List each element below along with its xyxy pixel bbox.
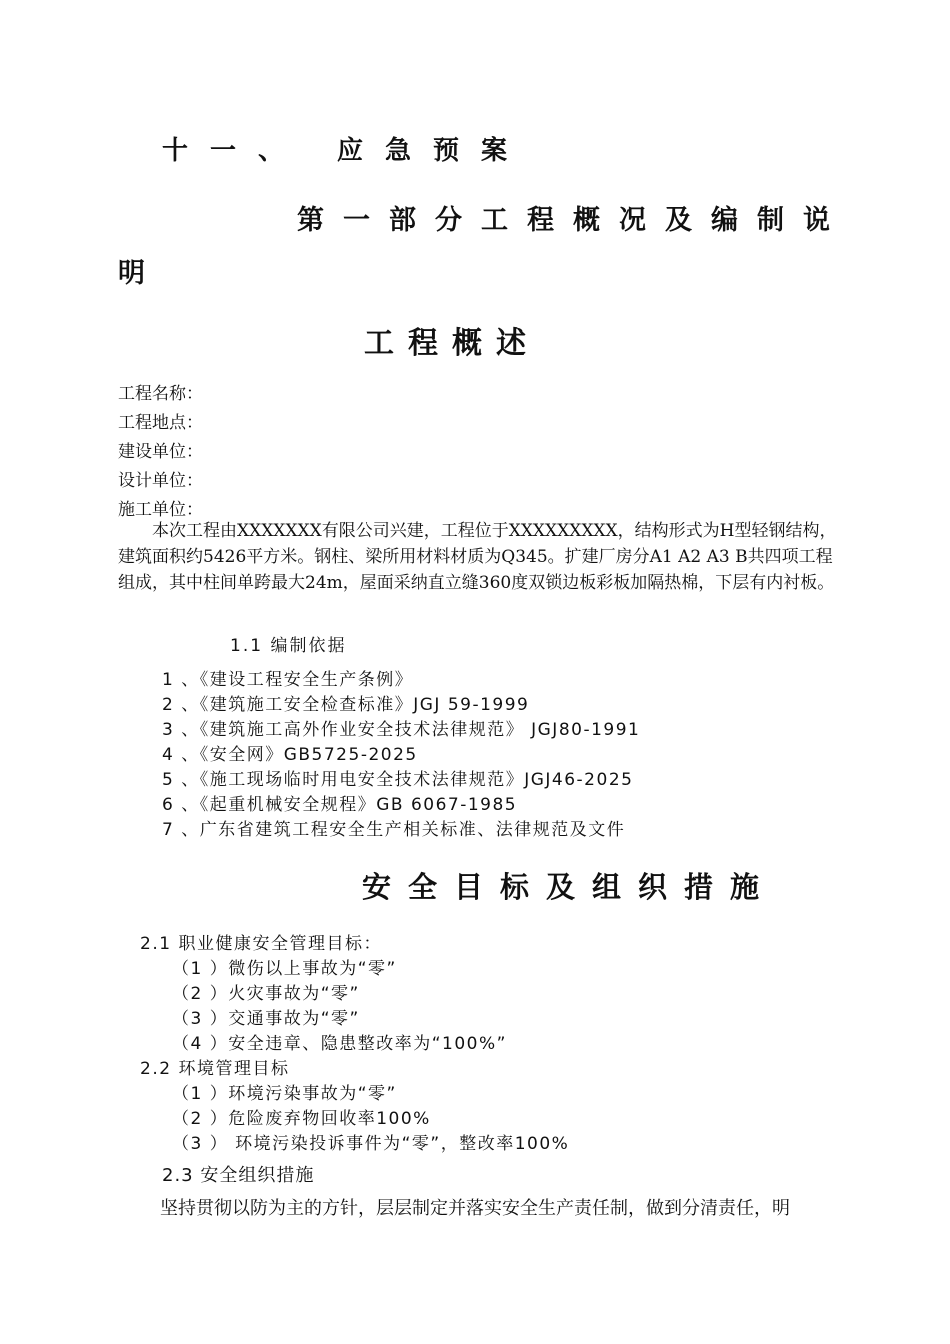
ohs-goals-heading: 2.1 职业健康安全管理目标： [140, 934, 382, 954]
field-project-location: 工程地点： [118, 413, 203, 433]
part-title-line1: 第一部分工程概况及编制说 [297, 205, 849, 236]
field-construction-unit: 建设单位： [118, 442, 203, 462]
basis-heading: 1.1 编制依据 [230, 636, 347, 656]
basis-item: 6 、《起重机械安全规程》GB 6067-1985 [162, 795, 518, 815]
env-goal-item: （2 ）危险废弃物回收率100% [172, 1109, 431, 1129]
org-measures-heading: 2.3 安全组织措施 [162, 1165, 315, 1186]
basis-item: 3 、《建筑施工高外作业安全技术法律规范》 JGJ80-1991 [162, 720, 641, 740]
basis-item: 5 、《施工现场临时用电安全技术法律规范》JGJ46-2025 [162, 770, 634, 790]
env-goal-item: （3 ） 环境污染投诉事件为“零”，整改率100% [172, 1134, 570, 1154]
field-builder-unit: 施工单位： [118, 500, 203, 520]
section-title-overview: 工程概述 [364, 326, 540, 361]
overview-paragraph: 本次工程由XXXXXXX有限公司兴建，工程位于XXXXXXXXX，结构形式为H型轻钢结构，建筑面积约5426平方米。钢柱、梁所用材料材质为Q345。扩建厂房分A1 A2 A3 B共四项工程组成，其中柱间单跨最大24m，屋面采纳直立缝360度双锁边板彩板加隔热棉，下层有内衬板。 [118, 521, 837, 593]
ohs-goal-item: （2 ）火灾事故为“零” [172, 984, 360, 1004]
ohs-goal-item: （4 ）安全违章、隐患整改率为“100%” [172, 1034, 507, 1054]
ohs-goal-item: （1 ）微伤以上事故为“零” [172, 959, 397, 979]
ohs-goal-item: （3 ）交通事故为“零” [172, 1009, 360, 1029]
env-goal-item: （1 ）环境污染事故为“零” [172, 1084, 397, 1104]
basis-item: 2 、《建筑施工安全检查标准》JGJ 59-1999 [162, 695, 530, 715]
basis-item: 7 、广东省建筑工程安全生产相关标准、法律规范及文件 [162, 820, 626, 840]
basis-item: 1 、《建设工程安全生产条例》 [162, 670, 414, 690]
chapter-title: 十一、 应急预案 [162, 136, 530, 166]
env-goals-heading: 2.2 环境管理目标 [140, 1059, 290, 1079]
field-design-unit: 设计单位： [118, 471, 203, 491]
field-project-name: 工程名称： [118, 384, 203, 404]
part-title-line2: 明 [118, 258, 145, 289]
section-title-safety: 安全目标及组织措施 [362, 870, 777, 904]
org-measures-paragraph: 坚持贯彻以防为主的方针，层层制定并落实安全生产责任制，做到分清责任，明 [160, 1198, 790, 1219]
basis-item: 4 、《安全网》GB5725-2025 [162, 745, 418, 765]
